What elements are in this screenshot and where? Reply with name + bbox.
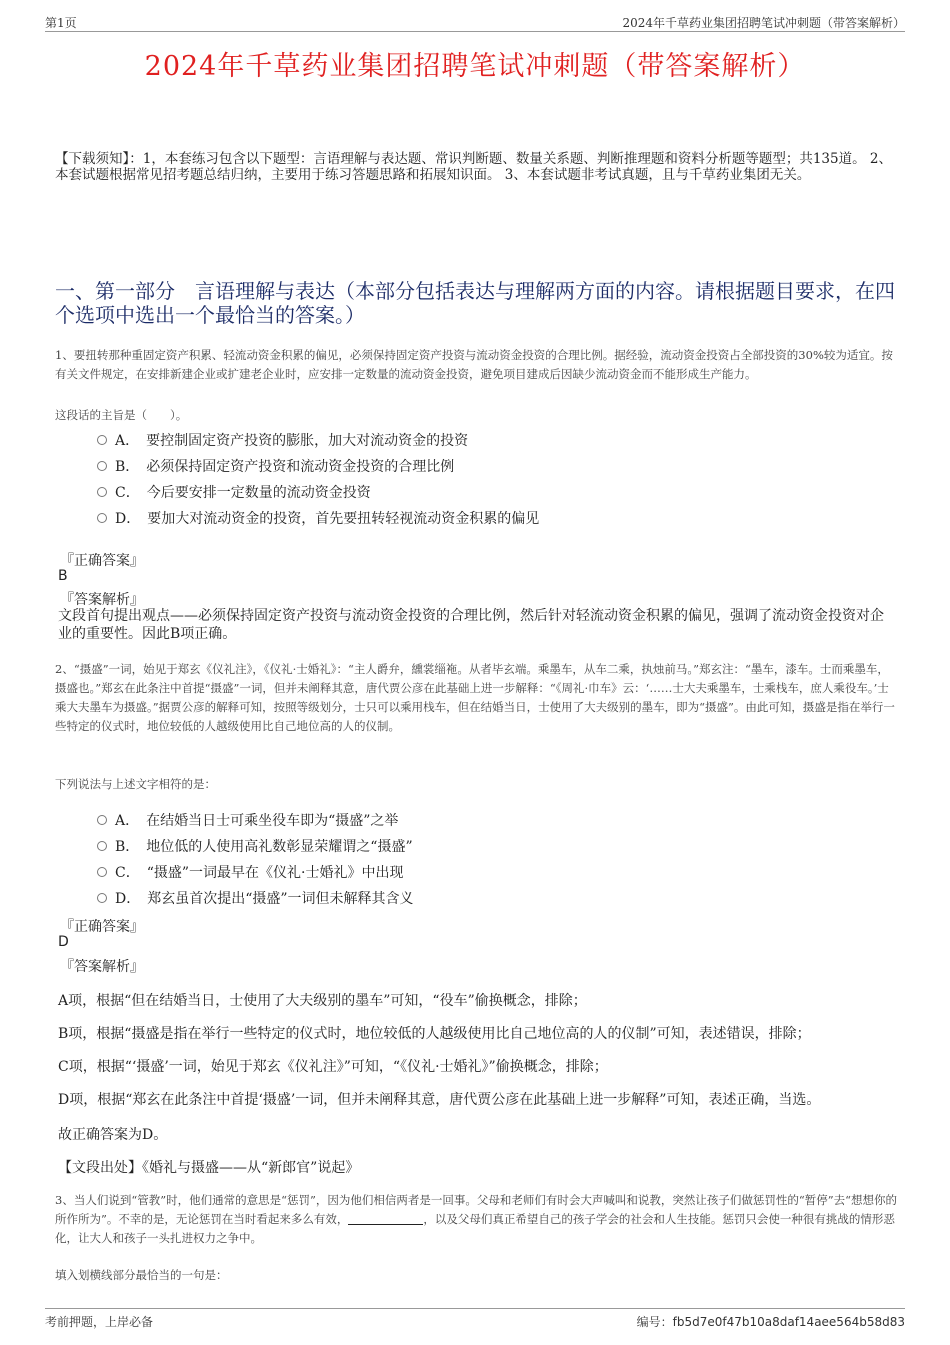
q2-explain-label: 『答案解析』 xyxy=(60,959,144,975)
q2-explain-c: C项，根据“‘摄盛’一词，始见于郑玄《仪礼注》”可知，“《仪礼·士婚礼》”偷换概念，排除； xyxy=(58,1059,608,1075)
q3-stem: 3、当人们说到“管教”时，他们通常的意思是“惩罚”，因为他们相信两者是一回事。父母和老师们有时会大声喊叫和说教，突然让孩子们做惩罚性的“暂停”去“想想你的所作所为”。不幸的是，无论惩罚在当时看起来多么有效， ，以及父母们真正希望自己的孩子学会的社会和人生技能。惩罚只会使一种很有挑战的情形恶化，让大人和孩子一头扎进权力之争中。 xyxy=(55,1193,897,1245)
q1-option-b[interactable]: B． 必须保持固定资产投资和流动资金投资的合理比例 xyxy=(97,456,454,476)
q1-question: 这段话的主旨是（ ）。 xyxy=(55,408,188,422)
radio-icon[interactable] xyxy=(97,461,107,471)
q2-explain-b: B项，根据“摄盛是指在举行一些特定的仪式时，地位较低的人越级使用比自己地位高的人的仪制”可知，表述错误，排除； xyxy=(58,1026,811,1042)
radio-icon[interactable] xyxy=(97,815,107,825)
q2-source: 【文段出处】《婚礼与摄盛——从“新郎官”说起》 xyxy=(58,1160,360,1176)
q2-answer-label: 『正确答案』 xyxy=(60,919,144,935)
q1-option-d[interactable]: D． 要加大对流动资金的投资，首先要扭转轻视流动资金积累的偏见 xyxy=(97,508,539,528)
q2-option-c[interactable]: C． “摄盛”一词最早在《仪礼·士婚礼》中出现 xyxy=(97,862,403,882)
radio-icon[interactable] xyxy=(97,841,107,851)
header-doc-title: 2024年千草药业集团招聘笔试冲刺题（带答案解析） xyxy=(622,16,905,30)
q1-answer: B xyxy=(58,568,68,584)
fill-blank xyxy=(348,1212,423,1225)
q2-option-a[interactable]: A． 在结婚当日士可乘坐役车即为“摄盛”之举 xyxy=(97,810,398,830)
q2-option-d[interactable]: D． 郑玄虽首次提出“摄盛”一词但未解释其含义 xyxy=(97,888,414,908)
q2-explain-d: D项，根据“郑玄在此条注中首提‘摄盛’一词，但并未阐释其意，唐代贾公彦在此基础上进一步解释”可知，表述正确，当选。 xyxy=(58,1092,821,1108)
q2-option-b[interactable]: B． 地位低的人使用高礼数彰显荣耀谓之“摄盛” xyxy=(97,836,413,856)
q3-question: 填入划横线部分最恰当的一句是： xyxy=(55,1268,228,1282)
q1-stem: 1、要扭转那种重固定资产积累、轻流动资金积累的偏见，必须保持固定资产投资与流动资金投资的合理比例。据经验，流动资金投资占全部投资的30%较为适宜。按有关文件规定，在安排新建企业或扩建老企业时，应安排一定数量的流动资金投资，避免项目建成后因缺少流动资金而不能形成生产能力。 xyxy=(55,348,893,381)
q1-option-c[interactable]: C． 今后要安排一定数量的流动资金投资 xyxy=(97,482,371,502)
q1-answer-label: 『正确答案』 xyxy=(60,553,144,569)
radio-icon[interactable] xyxy=(97,513,107,523)
document-title: 2024年千草药业集团招聘笔试冲刺题（带答案解析） xyxy=(144,51,806,82)
q2-question: 下列说法与上述文字相符的是： xyxy=(55,777,216,791)
section-heading: 一、第一部分 言语理解与表达（本部分包括表达与理解两方面的内容。请根据题目要求，在四个选项中选出一个最恰当的答案。） xyxy=(55,279,895,327)
q2-explain-a: A项，根据“但在结婚当日，士使用了大夫级别的墨车”可知，“役车”偷换概念，排除； xyxy=(58,993,587,1009)
footer-divider xyxy=(45,1308,905,1309)
header-divider xyxy=(45,31,905,32)
footer-slogan: 考前押题，上岸必备 xyxy=(45,1315,154,1329)
q2-conclusion: 故正确答案为D。 xyxy=(58,1127,168,1143)
q1-explanation: 文段首句提出观点——必须保持固定资产投资与流动资金投资的合理比例，然后针对轻流动资金积累的偏见，强调了流动资金投资对企业的重要性。因此B项正确。 xyxy=(58,608,884,642)
q2-answer: D xyxy=(58,934,69,950)
radio-icon[interactable] xyxy=(97,435,107,445)
footer-code: 编号：fb5d7e0f47b10a8daf14aee564b58d83 xyxy=(636,1315,905,1329)
q1-explain-label: 『答案解析』 xyxy=(60,592,144,608)
download-notice: 【下载须知】：1，本套练习包含以下题型：言语理解与表达题、常识判断题、数量关系题、判断推理题和资料分析题等题型；共135道。 2、本套试题根据常见招考题总结归纳，主要用于练习答题思路和拓展知识面。 3、本套试题非考试真题，且与千草药业集团无关。 xyxy=(55,151,892,183)
q2-stem: 2、“摄盛”一词，始见于郑玄《仪礼注》，《仪礼·士婚礼》：“主人爵弁，纁裳缁袘。从者毕玄端。乘墨车，从车二乘，执烛前马。”郑玄注：“墨车，漆车。士而乘墨车，摄盛也。”郑玄在此条注中首提“摄盛”一词，但并未阐释其意，唐代贾公彦在此基础上进一步解释：“《周礼·巾车》云：‘……士大夫乘墨车，士乘栈车，庶人乘役车。’士乘大夫墨车为摄盛。”据贾公彦的解释可知，按照等级划分，士只可以乘用栈车，但在结婚当日，士使用了大夫级别的墨车，即为“摄盛”。由此可知，摄盛是指在举行一些特定的仪式时，地位较低的人越级使用比自己地位高的人的仪制。 xyxy=(55,662,895,733)
q1-option-a[interactable]: A． 要控制固定资产投资的膨胀，加大对流动资金的投资 xyxy=(97,430,468,450)
radio-icon[interactable] xyxy=(97,893,107,903)
radio-icon[interactable] xyxy=(97,867,107,877)
page-number: 第1页 xyxy=(45,16,77,30)
radio-icon[interactable] xyxy=(97,487,107,497)
